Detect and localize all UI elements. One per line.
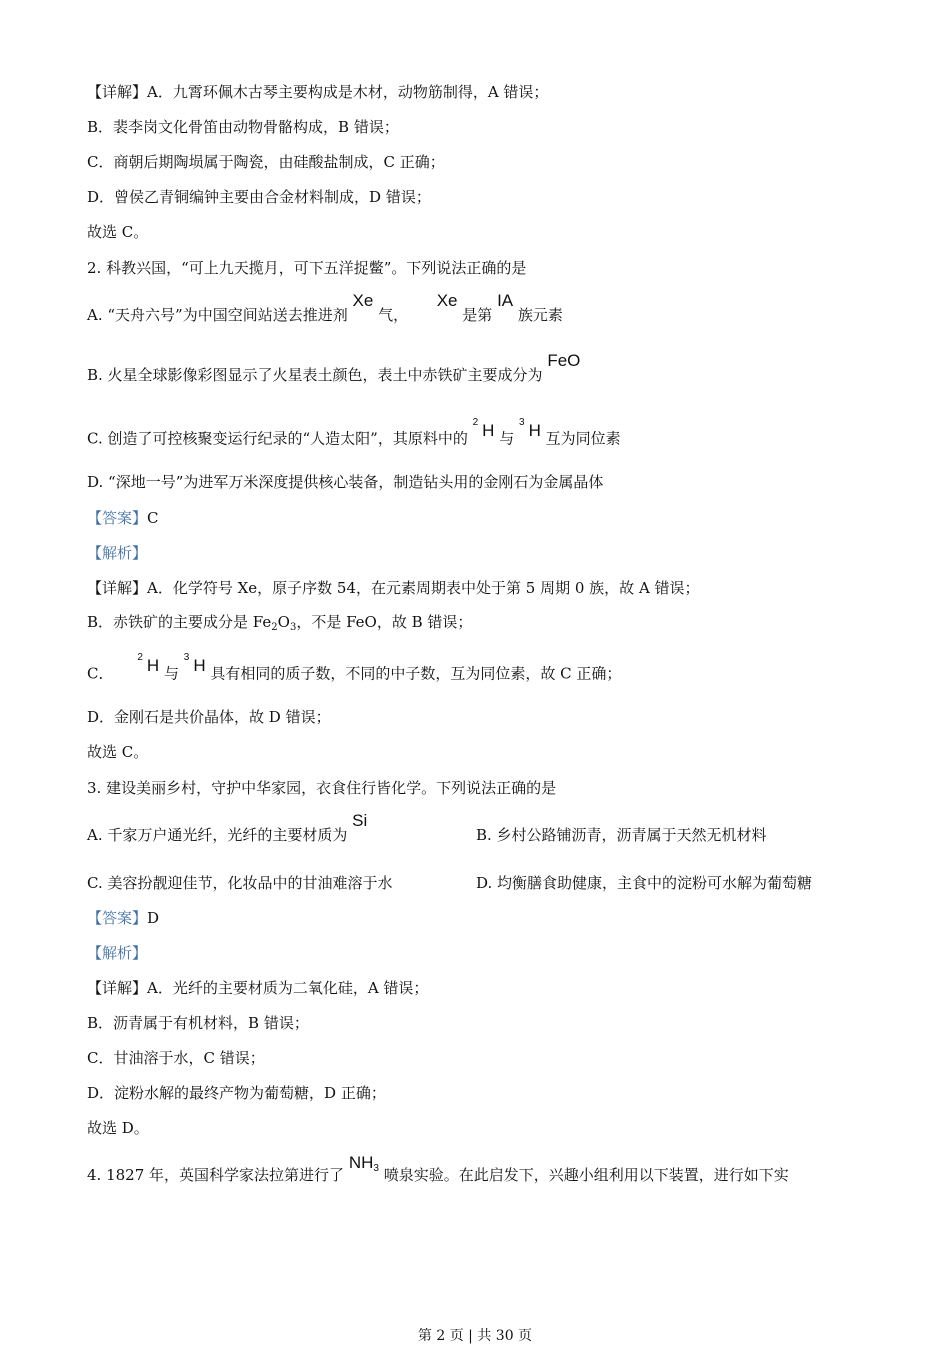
q2-a-text: A. “天舟六号”为中国空间站送去推进剂 bbox=[87, 306, 348, 324]
q1-detail-a: 【详解】A．九霄环佩木古琴主要构成是木材，动物筋制得，A 错误； bbox=[87, 83, 549, 101]
q2-detail-isotope-2: $^3$ H bbox=[183, 652, 206, 675]
q4-formula: NH3 bbox=[348, 1153, 379, 1174]
q2-detail-a: 【详解】A．化学符号 Xe，原子序数 54，在元素周期表中处于第 5 周期 0 族，故 A 错误； bbox=[87, 579, 700, 597]
q1-detail-b: B．裴李岗文化骨笛由动物骨骼构成，B 错误； bbox=[87, 118, 399, 136]
q3-option-c: C. 美容扮靓迎佳节，化妆品中的甘油难溶于水 bbox=[87, 874, 393, 892]
q3-conclusion: 故选 D。 bbox=[87, 1119, 149, 1137]
q3-option-d: D. 均衡膳食助健康，主食中的淀粉可水解为葡萄糖 bbox=[476, 874, 813, 892]
q2-c-and: 与 bbox=[499, 429, 515, 448]
q2-detail-isotope-1: $^2$ H bbox=[137, 652, 160, 675]
q3-answer-value: D bbox=[147, 909, 160, 927]
q1-detail-d: D．曾侯乙青铜编钟主要由合金材料制成，D 错误； bbox=[87, 188, 431, 206]
q1-conclusion: 故选 C。 bbox=[87, 223, 149, 241]
q2-b-formula: FeO bbox=[547, 351, 581, 370]
q3-detail-b: B．沥青属于有机材料，B 错误； bbox=[87, 1014, 309, 1032]
q2-option-d: D. “深地一号”为进军万米深度提供核心装备，制造钻头用的金刚石为金属晶体 bbox=[87, 473, 604, 491]
q3-answer bbox=[87, 908, 159, 928]
q2-conclusion: 故选 C。 bbox=[87, 743, 149, 761]
q3-detail-c: C．甘油溶于水，C 错误； bbox=[87, 1049, 265, 1067]
q3-stem: 3. 建设美丽乡村，守护中华家园，衣食住行皆化学。下列说法正确的是 bbox=[87, 779, 557, 797]
q2-a-xe2: Xe bbox=[436, 291, 458, 310]
q3-detail-d: D．淀粉水解的最终产物为葡萄糖，D 正确； bbox=[87, 1084, 386, 1102]
page-footer: 第 2 页 | 共 30 页 bbox=[417, 1328, 533, 1344]
q2-answer-value: C bbox=[147, 509, 159, 527]
q2-c-text: C. 创造了可控核聚变运行纪录的“人造太阳”，其原料中的 bbox=[87, 429, 468, 448]
q4-stem: 4. 1827 年，英国科学家法拉第进行了 NH3 喷泉实验。在此启发下，兴趣小组利用以下装置，进行如下实 bbox=[87, 1153, 789, 1184]
q2-answer bbox=[87, 508, 159, 528]
q2-a-group: IA bbox=[497, 291, 514, 310]
q2-option-c bbox=[87, 417, 621, 449]
q2-detail-b: B．赤铁矿的主要成分是 $Fe_2O_3$，不是 FeO，故 B 错误； bbox=[87, 613, 473, 633]
q2-a-xe1: Xe bbox=[352, 291, 374, 310]
q3-option-b: B. 乡村公路铺沥青，沥青属于天然无机材料 bbox=[476, 826, 767, 844]
q2-a-mid1: 气， bbox=[378, 306, 409, 324]
q2-b-text: B. 火星全球影像彩图显示了火星表土颜色，表土中赤铁矿主要成分为 bbox=[87, 366, 543, 384]
q3-a-formula: Si bbox=[352, 811, 368, 830]
q3-detail-a: 【详解】A．光纤的主要材质为二氧化硅，A 错误； bbox=[87, 979, 429, 997]
q2-a-mid2: 是第 bbox=[462, 306, 493, 324]
q2-option-b bbox=[87, 351, 581, 385]
q3-option-a: A. 千家万户通光纤，光纤的主要材质为 Si bbox=[87, 811, 368, 844]
q3-answer-tag: 【答案】 bbox=[87, 909, 148, 927]
q2-c-isotope-2: $^3$ H bbox=[519, 417, 541, 440]
q2-c-isotope-1: $^2$ H bbox=[472, 417, 495, 440]
q2-detail-c: C． $^2$ H 与 $^3$ H 具有相同的质子数，不同的中子数，互为同位素，故 C 正确； bbox=[87, 652, 622, 683]
q3-analysis-tag: 【解析】 bbox=[87, 944, 148, 962]
q1-detail-c: C．商朝后期陶埙属于陶瓷，由硅酸盐制成，C 正确； bbox=[87, 153, 445, 171]
q2-detail-d: D．金刚石是共价晶体，故 D 错误； bbox=[87, 708, 331, 726]
q2-c-post: 互为同位素 bbox=[545, 429, 621, 448]
q2-answer-tag: 【答案】 bbox=[87, 509, 148, 527]
q2-stem: 2. 科教兴国，“可上九天揽月，可下五洋捉鳖”。下列说法正确的是 bbox=[87, 259, 527, 277]
q2-analysis-tag: 【解析】 bbox=[87, 544, 148, 562]
q2-a-post: 族元素 bbox=[517, 306, 563, 324]
q2-option-a bbox=[87, 291, 563, 325]
